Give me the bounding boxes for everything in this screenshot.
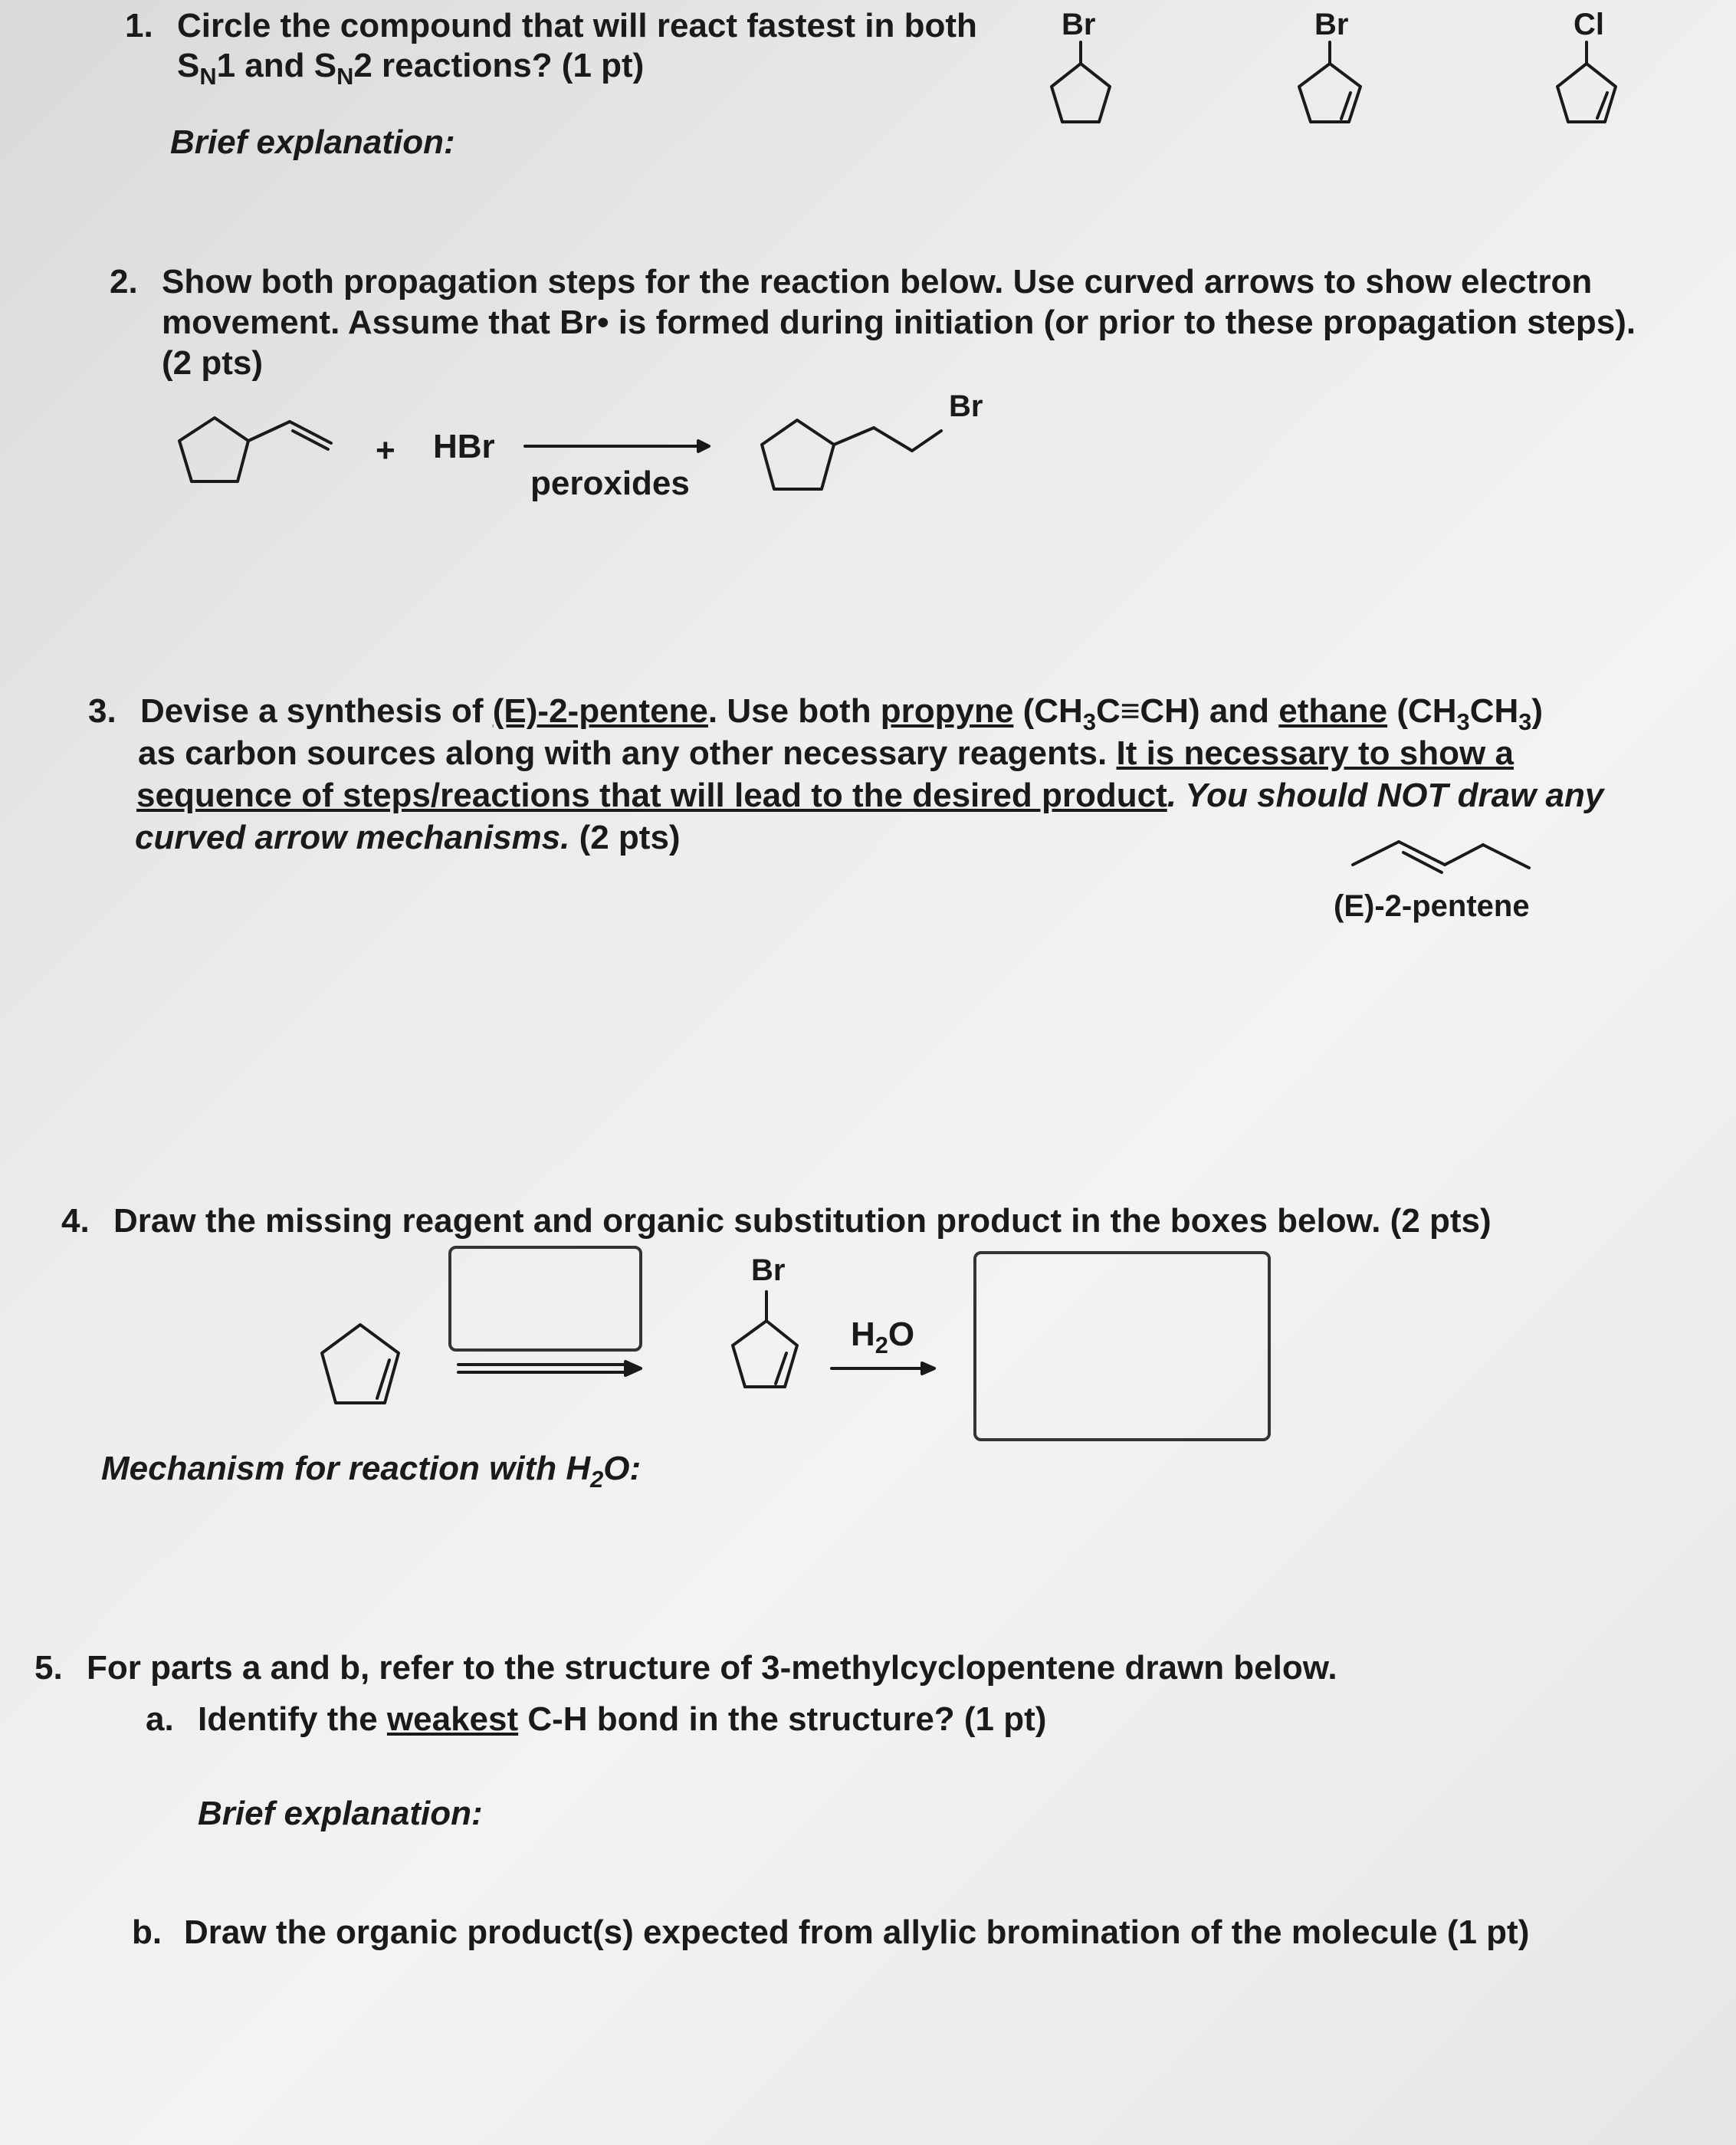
- q3-e-2-pentene-structure: [1353, 828, 1537, 889]
- q1-compound-c-cl-label: Cl: [1574, 8, 1604, 41]
- q5-a-number: a.: [146, 1700, 174, 1738]
- q5-part-a: [146, 1698, 1046, 1740]
- q4-line1: [61, 1200, 1492, 1242]
- q5-a-post: in the structure? (1 pt): [679, 1700, 1047, 1738]
- q1-compound-b-structure: [1257, 42, 1364, 149]
- q4-br-label: Br: [751, 1253, 786, 1287]
- q4-reaction-arrow-2: [832, 1357, 939, 1380]
- q3-line3-underlined: sequence of steps/reactions that will lead to the desired product: [136, 777, 1167, 814]
- q4-bromocyclopentene-structure: [690, 1292, 797, 1407]
- q3-sub3: 3: [1518, 708, 1532, 735]
- q3-line1: [88, 690, 1543, 737]
- q1-sn1-sub: N: [199, 62, 217, 90]
- q4-reagent-sub: 2: [875, 1331, 888, 1358]
- q2-line1: [110, 261, 1592, 303]
- q3-number: 3.: [88, 692, 116, 730]
- q1-text-line1: Circle the compound that will react fastest in both: [177, 7, 977, 44]
- q1-line2: [177, 44, 644, 91]
- q2-line2: movement. Assume that Br• is formed during initiation (or prior to these propagation steps).: [162, 304, 1636, 341]
- q3-text-e: (CH: [1387, 692, 1457, 730]
- q1-line1: [125, 5, 977, 47]
- q1-sn2-sub: N: [336, 62, 354, 90]
- q4-cyclopentene-structure: [314, 1319, 422, 1418]
- q1-sn2-s: 1 and S: [216, 47, 337, 84]
- q5-number: 5.: [34, 1649, 63, 1687]
- q4-reagent-answer-box[interactable]: [448, 1246, 642, 1352]
- q4-text-line1: Draw the missing reagent and organic substitution product in the boxes below. (2 pts): [113, 1202, 1492, 1240]
- q3-line2-text: as carbon sources along with any other necessary reagents.: [138, 734, 1117, 772]
- q3-text-b: . Use both: [707, 692, 881, 730]
- q3-text-f: CH: [1469, 692, 1519, 730]
- q5-a-ch-bond: C-H bond: [518, 1700, 680, 1738]
- q1-number: 1.: [125, 7, 153, 44]
- q3-text-a: Devise a synthesis of: [140, 692, 493, 730]
- q4-mech-sub: 2: [590, 1465, 604, 1493]
- q2-reaction-arrow: [525, 437, 709, 460]
- q1-sn1-s: S: [177, 47, 200, 84]
- q3-text-d: C≡CH) and: [1095, 692, 1279, 730]
- q3-target: (E)-2-pentene: [492, 692, 708, 730]
- q3-line3-italic: . You should NOT draw any: [1167, 777, 1604, 814]
- q3-structure-label: (E)-2-pentene: [1334, 889, 1530, 923]
- q2-line3: (2 pts): [162, 344, 263, 382]
- q3-line4-italic: curved arrow mechanisms.: [135, 819, 570, 856]
- q2-plus: +: [376, 432, 395, 469]
- q4-mechanism-label: [101, 1447, 641, 1494]
- q3-line2: [138, 732, 1514, 774]
- q1-points: 2 reactions? (1 pt): [353, 47, 645, 84]
- q4-reagent-h: H: [851, 1316, 875, 1353]
- q2-reactant-structure: [161, 399, 345, 498]
- q2-reagent: HBr: [433, 428, 495, 465]
- q4-reagent-o: O: [888, 1316, 915, 1353]
- q4-reaction-arrow-1: [458, 1357, 642, 1380]
- q3-line2-underlined: It is necessary to show a: [1116, 734, 1514, 772]
- q4-mech-o: O:: [603, 1450, 642, 1487]
- q4-number: 4.: [61, 1202, 90, 1240]
- q1-compound-c-structure: [1502, 42, 1610, 149]
- q2-condition: peroxides: [530, 465, 690, 502]
- q3-text-c: (CH: [1013, 692, 1083, 730]
- q2-number: 2.: [110, 263, 138, 301]
- q2-product-br-label: Br: [949, 389, 983, 423]
- q5-explanation-label: Brief explanation:: [198, 1795, 483, 1832]
- q1-compound-a-br-label: Br: [1062, 8, 1096, 41]
- q1-explanation-label: Brief explanation:: [170, 123, 455, 161]
- q4-product-answer-box[interactable]: [973, 1251, 1271, 1441]
- q2-product-structure: [751, 406, 950, 506]
- q5-b-text: Draw the organic product(s) expected from allylic bromination of the molecule (1 pt): [184, 1913, 1530, 1951]
- q5-part-b: [132, 1911, 1529, 1953]
- q3-line4: [135, 816, 681, 859]
- q3-line3: [136, 774, 1603, 816]
- q5-text-line1: For parts a and b, refer to the structure of 3-methylcyclopentene drawn below.: [87, 1649, 1337, 1687]
- q3-propyne: propyne: [880, 692, 1014, 730]
- q2-text-line1: Show both propagation steps for the reaction below. Use curved arrows to show electron: [162, 263, 1593, 301]
- q1-compound-a-structure: [996, 42, 1104, 149]
- q5-a-pre: Identify the: [198, 1700, 387, 1738]
- q5-a-weakest: weakest: [386, 1700, 519, 1738]
- q3-ethane: ethane: [1278, 692, 1388, 730]
- q3-sub1: 3: [1082, 708, 1096, 735]
- q3-text-g: ): [1531, 692, 1544, 730]
- q4-mech-text: Mechanism for reaction with H: [101, 1450, 591, 1487]
- q1-compound-b-br-label: Br: [1314, 8, 1349, 41]
- q4-water-reagent: [851, 1313, 914, 1360]
- q5-b-number: b.: [132, 1913, 162, 1951]
- q3-sub2: 3: [1456, 708, 1470, 735]
- q3-line4-points: (2 pts): [569, 819, 681, 856]
- q5-line1: [34, 1647, 1337, 1689]
